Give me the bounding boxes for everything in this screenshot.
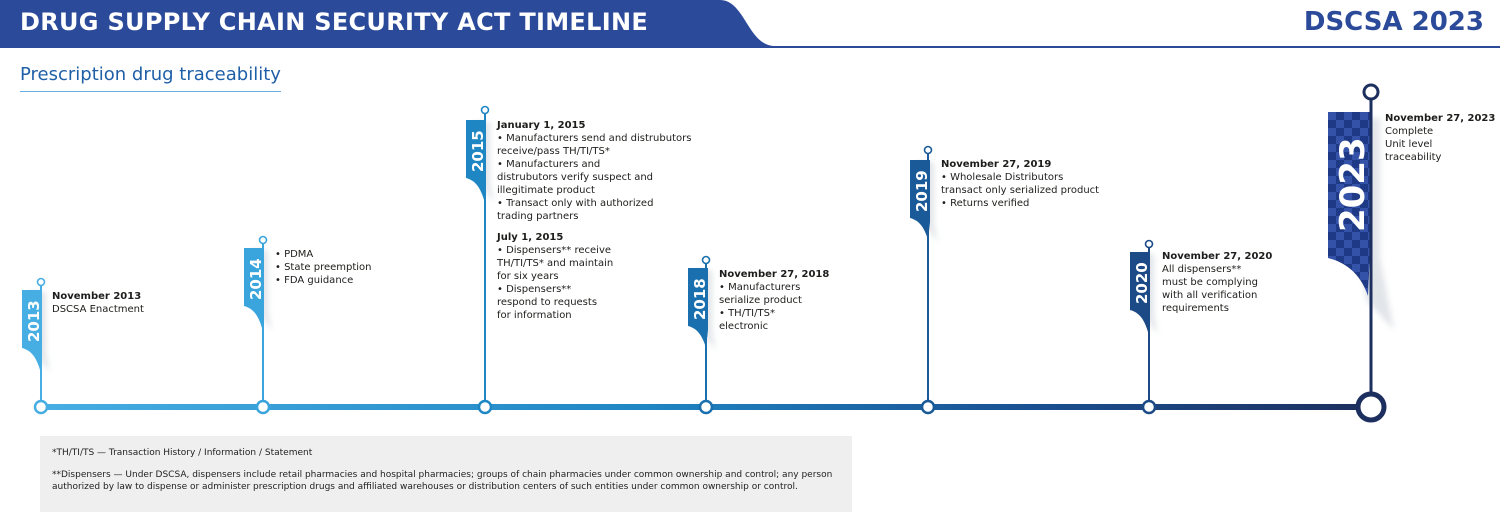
- event-text-2015: [497, 119, 691, 322]
- event-detail: electronic: [719, 321, 769, 332]
- year-label-2013: 2013: [25, 300, 43, 342]
- event-detail: • TH/TI/TS*: [719, 308, 775, 319]
- event-detail: distrubutors verify suspect and: [497, 172, 654, 183]
- event-detail: • PDMA: [275, 249, 314, 260]
- event-date: November 27, 2020: [1162, 251, 1273, 262]
- event-detail: for six years: [497, 271, 559, 282]
- event-detail: TH/TI/TS* and maintain: [497, 258, 614, 269]
- footnote-dispensers: [52, 469, 840, 493]
- event-text-2014: [275, 248, 372, 287]
- event-detail: serialize product: [719, 295, 802, 306]
- footnote-dispensers-line2: authorized by law to dispense or administer prescription drugs and affiliated warehouses or distribution centers of such entities under common ownership or control.: [52, 482, 798, 492]
- year-label-2023: 2023: [1333, 137, 1373, 232]
- milestone-2013: [22, 279, 50, 414]
- milestone-2020: [1130, 241, 1158, 414]
- event-detail: receive/pass TH/TI/TS*: [497, 146, 610, 157]
- year-label-2018: 2018: [691, 278, 709, 320]
- event-detail: • Wholesale Distributors: [941, 172, 1064, 183]
- event-detail: illegitimate product: [497, 185, 595, 196]
- event-text-2013: [52, 290, 144, 316]
- milestone-2014: [244, 237, 272, 414]
- event-detail: requirements: [1162, 303, 1229, 314]
- event-detail: • Returns verified: [941, 198, 1030, 209]
- event-detail: transact only serialized product: [941, 185, 1100, 196]
- event-detail: • Transact only with authorized: [497, 198, 654, 209]
- page-title: DRUG SUPPLY CHAIN SECURITY ACT TIMELINE: [20, 8, 649, 36]
- event-detail: Unit level: [1385, 139, 1433, 150]
- event-date: November 2013: [52, 291, 142, 302]
- event-detail: • Manufacturers and: [497, 159, 601, 170]
- event-detail: • Dispensers** receive: [497, 245, 612, 256]
- event-text-2023: [1385, 112, 1495, 164]
- subtitle: Prescription drug traceability: [20, 64, 281, 92]
- year-label-2014: 2014: [247, 258, 265, 300]
- event-date: January 1, 2015: [497, 120, 586, 131]
- event-date: November 27, 2023: [1385, 113, 1496, 124]
- footnote-th-ti-ts: *TH/TI/TS — Transaction History / Information / Statement: [52, 448, 313, 458]
- event-detail: • FDA guidance: [275, 275, 354, 286]
- event-detail: must be complying: [1162, 277, 1258, 288]
- footnote-dispensers-line1: **Dispensers — Under DSCSA, dispensers include retail pharmacies and hospital pharmacies; groups of chain pharmacies under common ownership and control; any person: [52, 470, 833, 480]
- milestone-2018: [688, 257, 716, 414]
- event-detail: • State preemption: [275, 262, 372, 273]
- event-detail: for information: [497, 310, 572, 321]
- event-detail: Complete: [1385, 126, 1434, 137]
- event-detail: • Dispensers**: [497, 284, 572, 295]
- event-gap: [497, 223, 691, 231]
- year-label-2015: 2015: [469, 130, 487, 172]
- header-badge: DSCSA 2023: [1303, 7, 1484, 37]
- event-detail: • Manufacturers send and distrubutors: [497, 133, 692, 144]
- event-detail: • Manufacturers: [719, 282, 801, 293]
- event-date: November 27, 2019: [941, 159, 1052, 170]
- year-label-2020: 2020: [1133, 262, 1151, 304]
- event-text-2020: [1162, 250, 1272, 315]
- event-detail: with all verification: [1162, 290, 1258, 301]
- year-label-2019: 2019: [913, 170, 931, 212]
- milestone-2019: [910, 147, 938, 414]
- event-text-2018: [719, 268, 829, 333]
- milestone-2015: [466, 107, 494, 414]
- event-date: November 27, 2018: [719, 269, 830, 280]
- event-detail: trading partners: [497, 211, 579, 222]
- event-date: July 1, 2015: [497, 232, 564, 243]
- event-detail: traceability: [1385, 152, 1442, 163]
- event-detail: DSCSA Enactment: [52, 304, 144, 315]
- event-detail: respond to requests: [497, 297, 598, 308]
- footnotes-box: [40, 436, 852, 512]
- event-detail: All dispensers**: [1162, 264, 1242, 275]
- event-text-2019: [941, 158, 1099, 210]
